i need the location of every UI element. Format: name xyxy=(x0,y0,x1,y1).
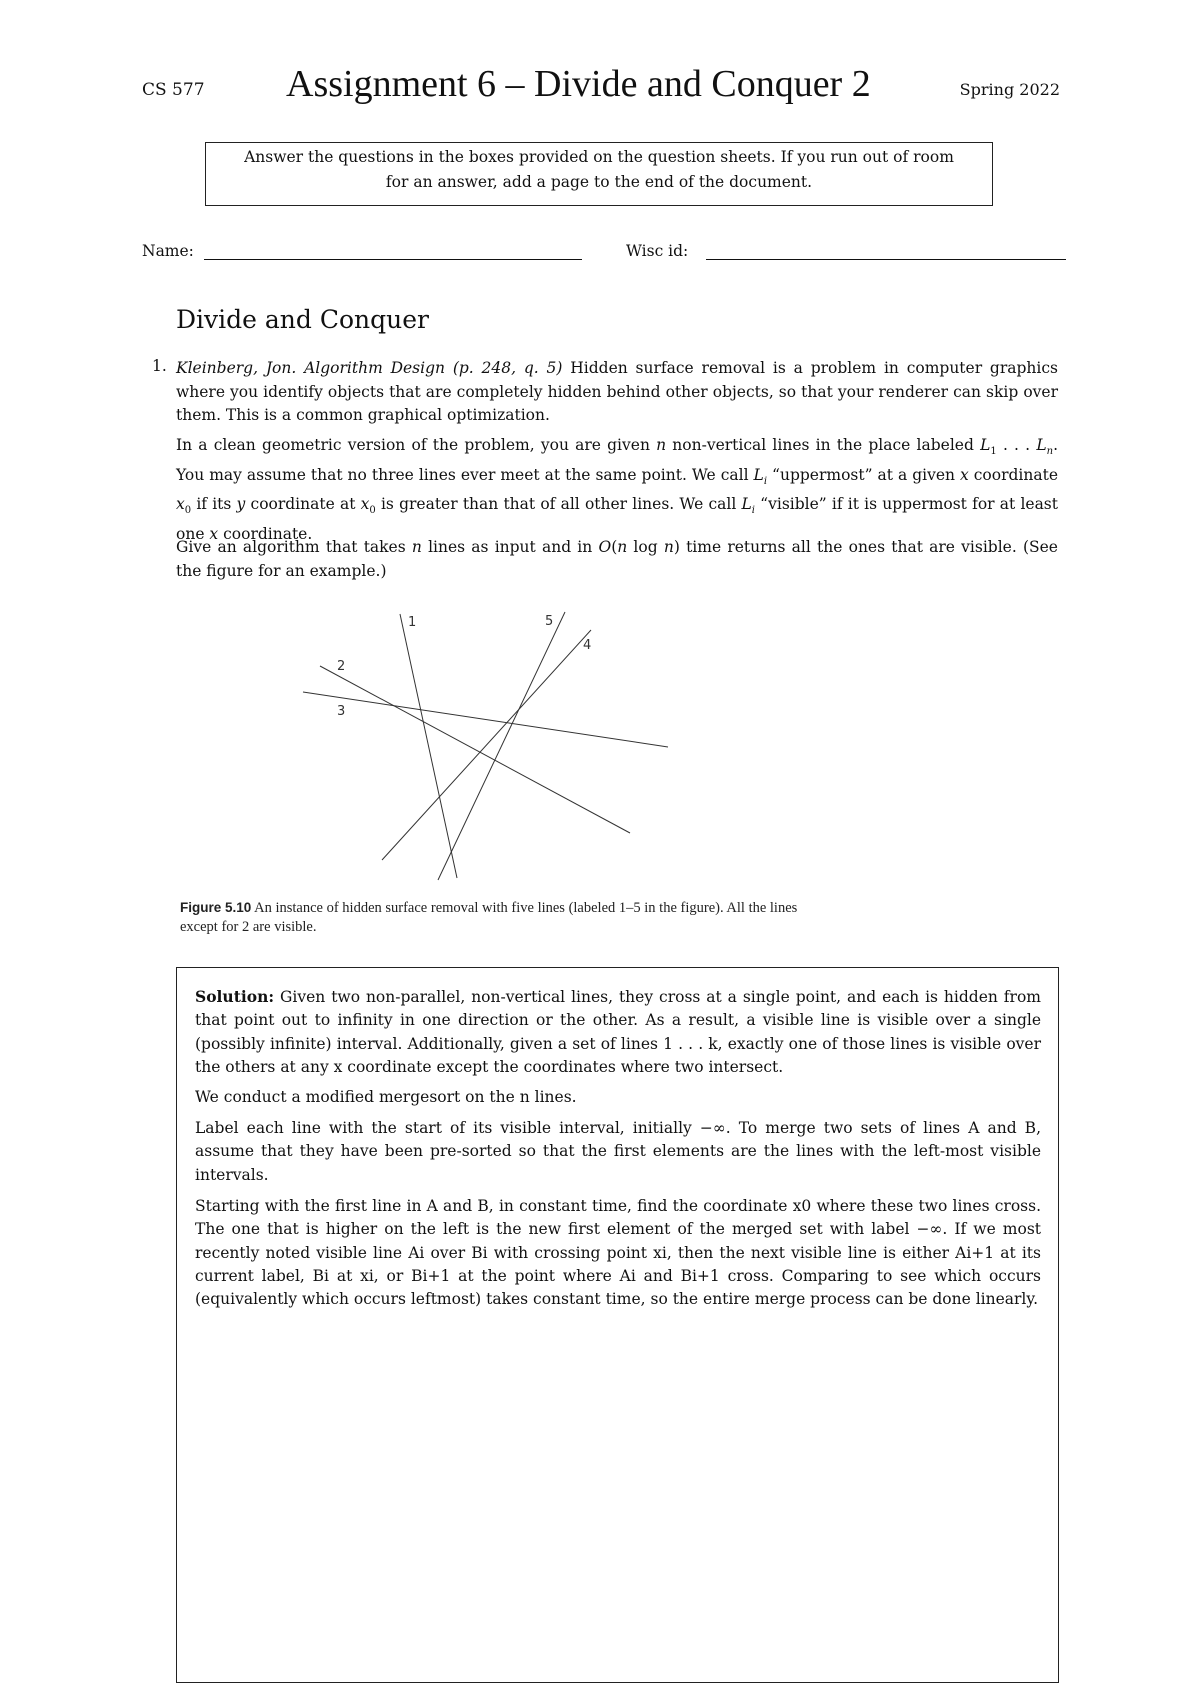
course-code: CS 577 xyxy=(142,80,205,100)
question-paragraph-1 xyxy=(176,357,1058,428)
solution-label: Solution: xyxy=(195,987,275,1006)
question-citation: Kleinberg, Jon. Algorithm Design (p. 248, q. 5) xyxy=(176,359,563,377)
name-field[interactable] xyxy=(204,259,582,260)
question-paragraph-3: Give an algorithm that takes n lines as input and in O(n log n) time returns all the ones that are visible. (See the figure for an example.) xyxy=(176,538,1058,580)
solution-paragraph-1: Solution: Given two non-parallel, non-vertical lines, they cross at a single point, and each is hidden from that point out to infinity in one direction or the other. As a result, a visible line is visible over a single (possibly infinite) interval. Additionally, given a set of lines 1 . . . k, exactly one of those lines is visible over the others at any x coordinate except the coordinates where two intersect. xyxy=(195,987,1041,1076)
figure-line-3 xyxy=(303,692,668,747)
figure-label-4: 4 xyxy=(583,638,592,653)
instructions-line-1: Answer the questions in the boxes provided on the question sheets. If you run out of room xyxy=(244,148,954,166)
page-header xyxy=(142,62,1060,110)
figure-label-5: 5 xyxy=(545,614,554,629)
hidden-surface-figure xyxy=(295,606,675,886)
figure-line-1 xyxy=(400,614,457,878)
solution-paragraph-4: Starting with the first line in A and B, in constant time, find the coordinate x0 where these two lines cross. The one that is higher on the left is the new first element of the merged set with label −∞. If we most recently noted visible line Ai over Bi with crossing point xi, then the next visible line is either Ai+1 at its current label, Bi at xi, or Bi+1 at the point where Ai and Bi+1 cross. Comparing to see which occurs (equivalently which occurs leftmost) takes constant time, so the entire merge process can be done linearly. xyxy=(195,1197,1041,1309)
solution-paragraph-2: We conduct a modified mergesort on the n lines. xyxy=(195,1088,577,1106)
figure-label-3: 3 xyxy=(337,704,346,719)
wisc-id-label: Wisc id: xyxy=(626,242,689,260)
figure-line-4 xyxy=(382,630,591,860)
term-label: Spring 2022 xyxy=(959,80,1060,99)
question-intro: Hidden surface removal is a problem in computer graphics where you identify objects that are completely hidden behind other objects, so that your renderer can skip over them. This is a common graphical optimization. xyxy=(176,359,1059,424)
caption-text: An instance of hidden surface removal with five lines (labeled 1–5 in the figure). All the lines except for 2 are visible. xyxy=(180,900,798,935)
figure-line-5 xyxy=(438,612,565,880)
figure-line-2 xyxy=(320,666,630,833)
section-title: Divide and Conquer xyxy=(176,305,429,334)
instructions-line-2: for an answer, add a page to the end of the document. xyxy=(385,173,813,191)
figure-label-2: 2 xyxy=(337,659,346,674)
question-number: 1. xyxy=(152,357,167,375)
figure-caption xyxy=(180,898,800,937)
figure-label-1: 1 xyxy=(408,615,417,630)
wisc-id-field[interactable] xyxy=(706,259,1066,260)
question-paragraph-2: In a clean geometric version of the problem, you are given n non-vertical lines in the place labeled $L_1$ . . . $L_n$. You may assume that no three lines ever meet at the same point. We call $L_i$ “uppermost” at a given x coordinate $x_0$ if its y coordinate at $x_0$ is greater than that of all other lines. We call $L_i$ “visible” if it is uppermost for at least one x coordinate. xyxy=(176,436,1059,543)
solution-paragraph-3: Label each line with the start of its visible interval, initially −∞. To merge two sets of lines A and B, assume that they have been pre-sorted so that the first elements are the lines with the left-most visible intervals. xyxy=(195,1119,1041,1184)
caption-label: Figure 5.10 xyxy=(180,900,252,915)
name-label: Name: xyxy=(142,242,194,260)
instructions-box xyxy=(205,142,993,206)
page-title: Assignment 6 – Divide and Conquer 2 xyxy=(286,63,871,105)
